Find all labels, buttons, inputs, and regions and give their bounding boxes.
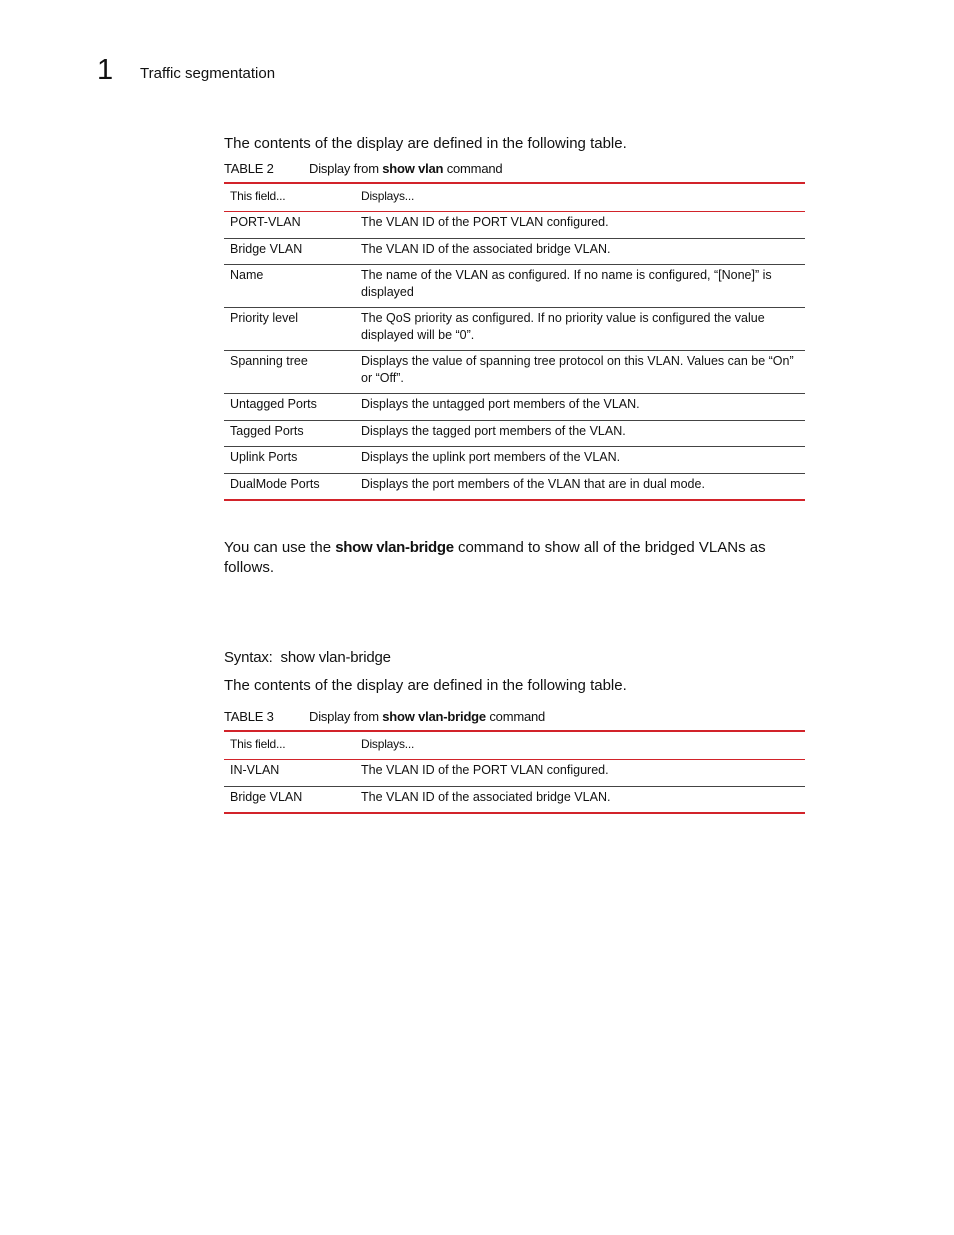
field-cell: PORT-VLAN	[230, 215, 301, 229]
description-cell: The VLAN ID of the PORT VLAN configured.	[361, 215, 609, 229]
table-row	[224, 265, 805, 308]
intro-paragraph-2: The contents of the display are defined in the following table.	[224, 677, 627, 694]
description-cell: The VLAN ID of the associated bridge VLAN.	[361, 241, 611, 256]
table2-label: TABLE 2	[224, 161, 274, 176]
table-row	[224, 447, 805, 474]
field-cell: Spanning tree	[230, 354, 308, 368]
description-cell: Displays the value of spanning tree protocol on this VLAN. Values can be “On” or “Off”.	[361, 354, 794, 385]
table-row	[224, 760, 805, 787]
table2-title-cmd: show vlan	[382, 161, 444, 176]
table3	[224, 730, 805, 814]
description-cell: The name of the VLAN as configured. If no name is configured, “[None]” is displayed	[361, 268, 772, 299]
field-cell: DualMode Ports	[230, 476, 320, 491]
column-header-field: This field...	[230, 737, 286, 751]
bridge-text-pre: You can use the	[224, 539, 336, 556]
syntax-line: Syntax: show vlan-bridge	[224, 649, 391, 666]
field-cell: Priority level	[230, 311, 299, 325]
table2-title-post: command	[443, 161, 503, 176]
table3-title	[309, 708, 545, 726]
field-cell: IN-VLAN	[230, 763, 280, 777]
table-header-row	[224, 183, 805, 212]
table2-title	[309, 160, 502, 178]
description-cell: The VLAN ID of the PORT VLAN configured.	[361, 763, 609, 777]
section-title: Traffic segmentation	[140, 65, 276, 82]
table2	[224, 182, 805, 501]
column-header-field: This field...	[230, 189, 286, 203]
description-cell: Displays the port members of the VLAN that are in dual mode.	[361, 476, 705, 491]
bridge-text-cmd: show vlan-bridge	[335, 539, 454, 556]
table-header-row	[224, 731, 805, 760]
table-row	[224, 351, 805, 394]
field-cell: Bridge VLAN	[230, 789, 303, 804]
table2-title-pre: Display from	[309, 161, 383, 176]
table-row	[224, 394, 805, 421]
field-cell: Uplink Ports	[230, 450, 298, 464]
table3-title-pre: Display from	[309, 709, 383, 724]
column-header-displays: Displays...	[361, 189, 415, 203]
field-cell: Tagged Ports	[230, 423, 304, 438]
table-row	[224, 786, 805, 813]
table3-title-cmd: show vlan-bridge	[382, 709, 486, 724]
field-cell: Name	[230, 268, 264, 282]
field-cell: Untagged Ports	[230, 397, 317, 411]
description-cell: Displays the tagged port members of the VLAN.	[361, 423, 626, 438]
description-cell: Displays the untagged port members of the VLAN.	[361, 397, 640, 411]
table-row	[224, 420, 805, 447]
chapter-number: 1	[97, 54, 114, 86]
table3-title-post: command	[485, 709, 546, 724]
description-cell: The QoS priority as configured. If no priority value is configured the value displayed will be “0”.	[361, 311, 765, 342]
table-row	[224, 238, 805, 265]
column-header-displays: Displays...	[361, 737, 415, 751]
table-row	[224, 473, 805, 500]
field-cell: Bridge VLAN	[230, 241, 303, 256]
description-cell: The VLAN ID of the associated bridge VLAN.	[361, 789, 611, 804]
bridge-text-post: command to show all of the bridged VLANs as follows.	[224, 539, 766, 576]
bridge-paragraph	[224, 538, 814, 578]
table-row	[224, 212, 805, 239]
intro-paragraph-1: The contents of the display are defined in the following table.	[224, 135, 627, 152]
table-row	[224, 308, 805, 351]
description-cell: Displays the uplink port members of the VLAN.	[361, 450, 621, 464]
table3-label: TABLE 3	[224, 709, 274, 724]
